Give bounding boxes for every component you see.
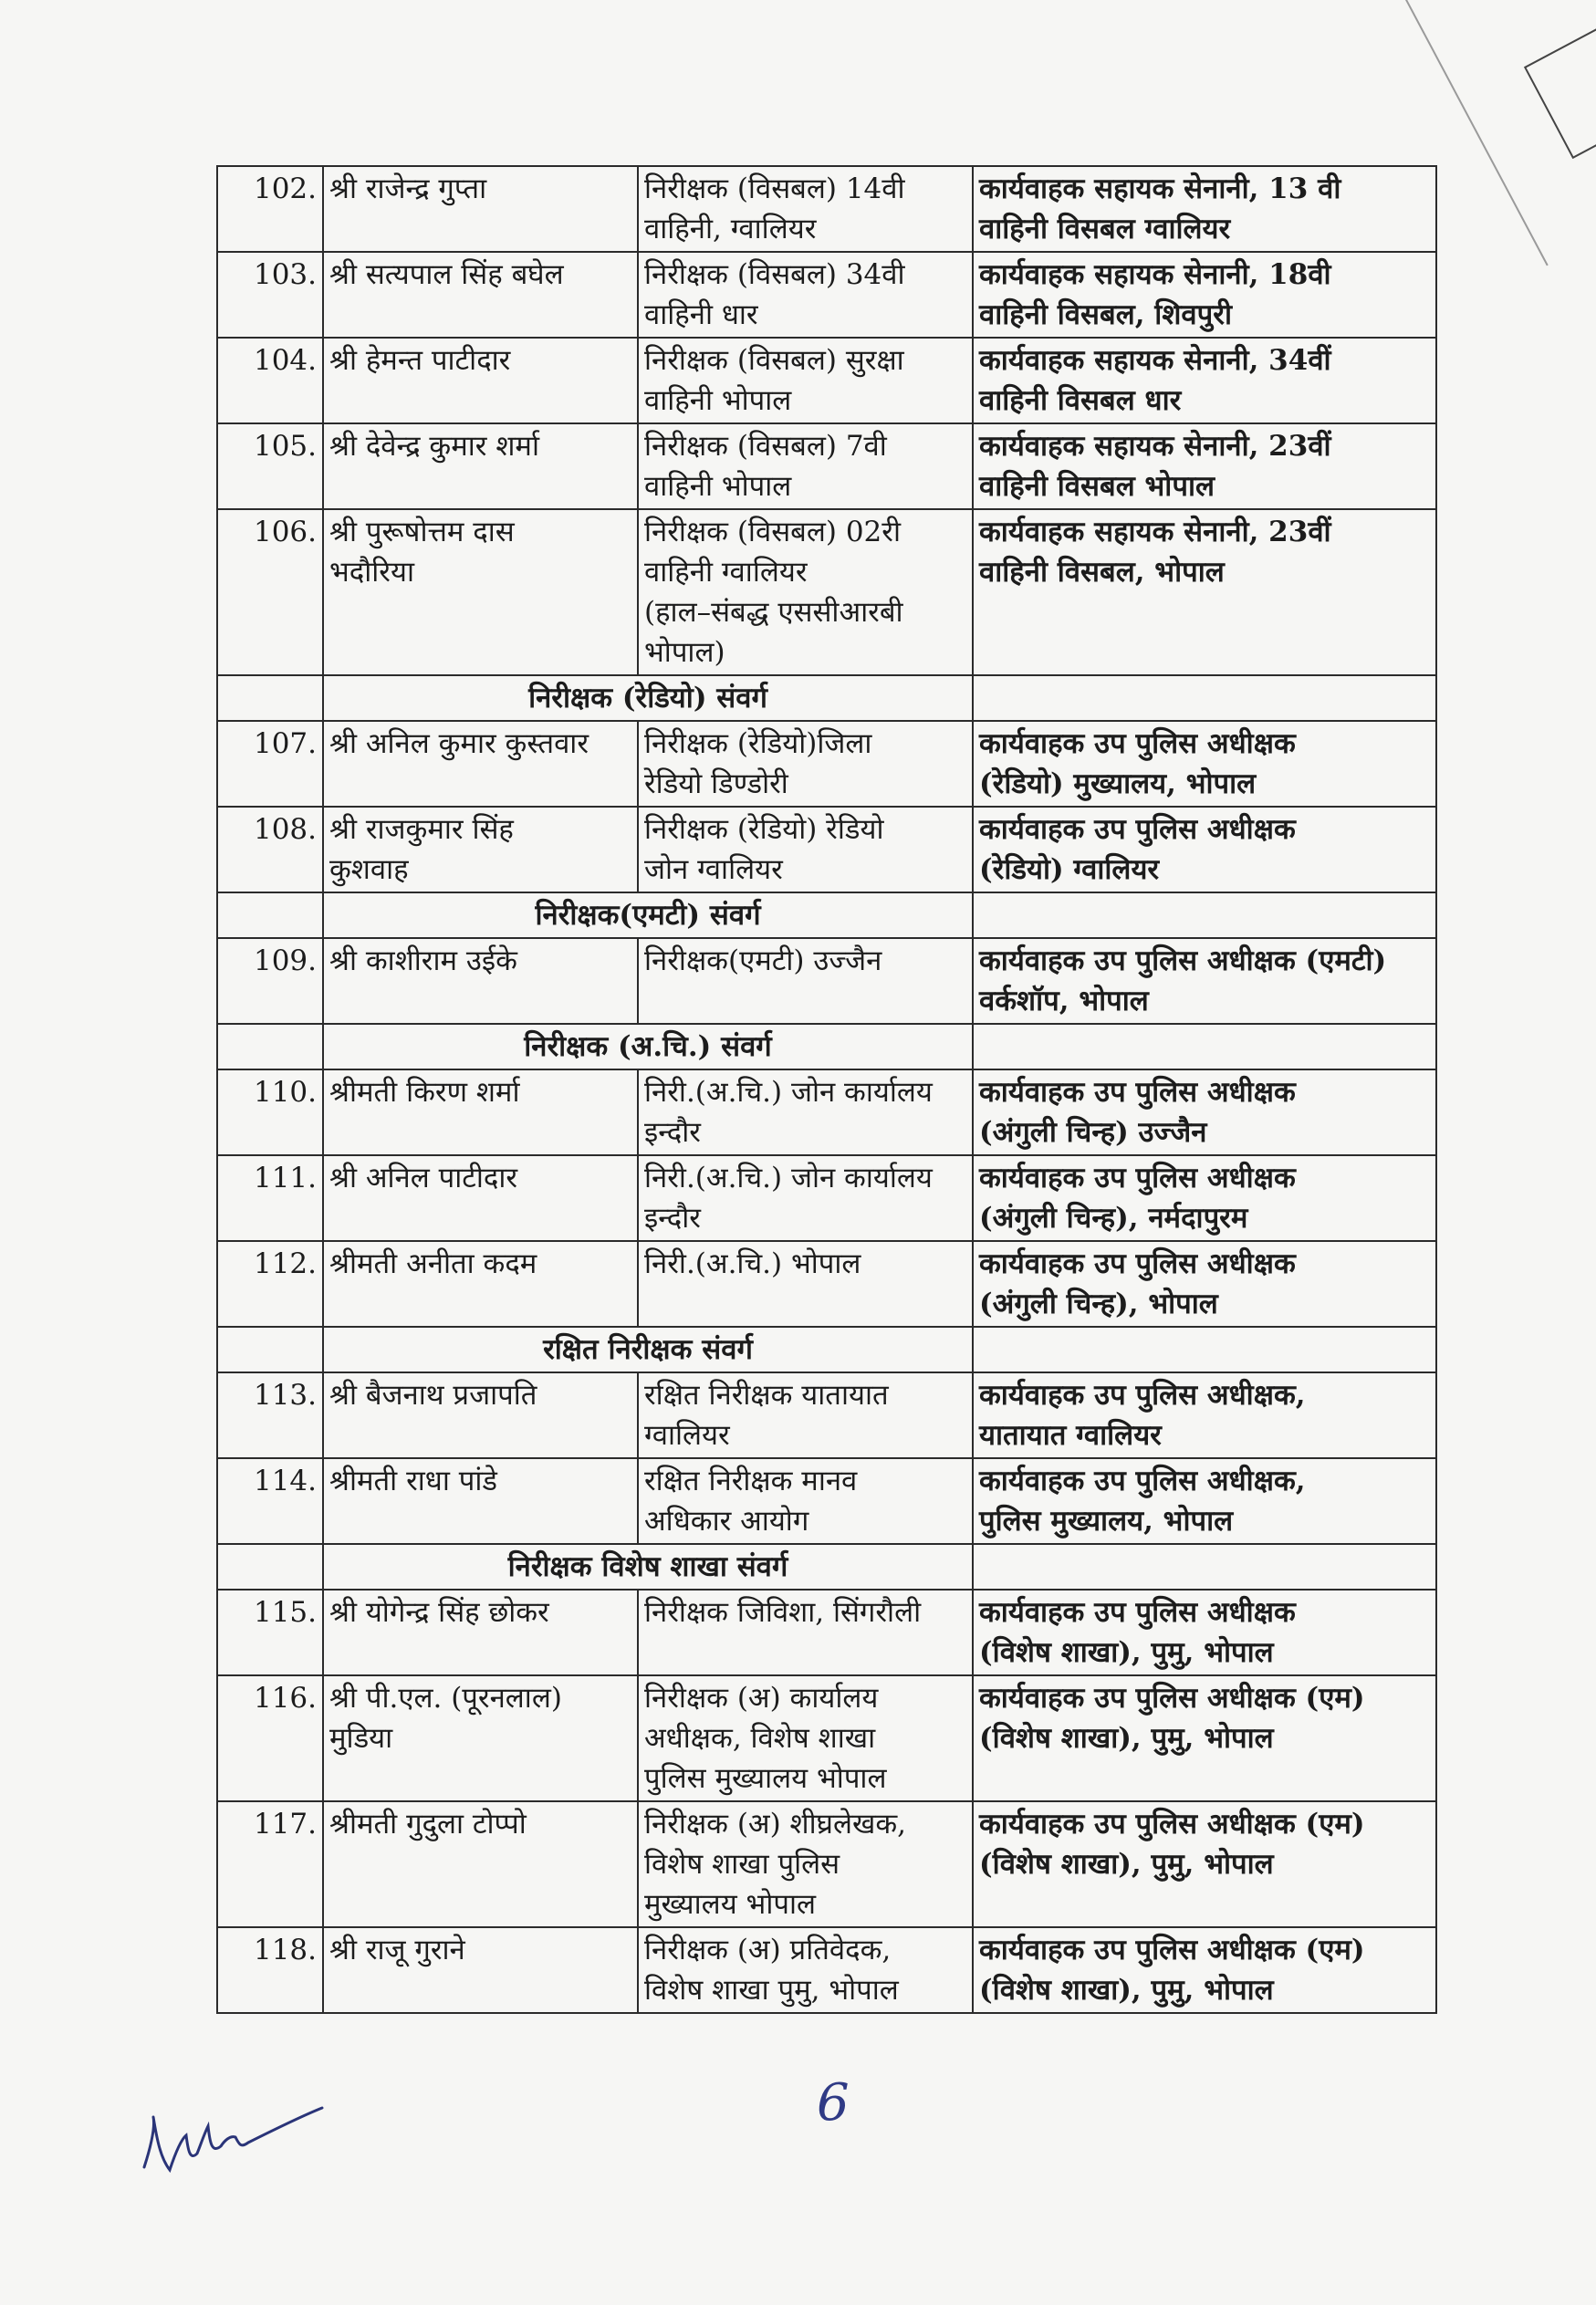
table-row (217, 1069, 1436, 1155)
current-post-cell (638, 721, 973, 807)
new-post-cell (973, 252, 1436, 338)
officer-name-line: भदौरिया (329, 556, 414, 589)
new-post-line: (अंगुली चिन्ह), नर्मदापुरम (979, 1202, 1248, 1235)
new-post-line: वाहिनी विसबल धार (979, 384, 1182, 417)
officer-name-line: कुशवाह (329, 853, 409, 886)
empty-cell (973, 1544, 1436, 1590)
current-post-line: इन्दौर (644, 1116, 701, 1149)
table-row (217, 509, 1436, 675)
current-post-line: निरीक्षक (अ) प्रतिवेदक, (644, 1934, 892, 1966)
empty-cell (973, 892, 1436, 938)
serial-number: 108. (217, 807, 323, 892)
officer-name-line: श्री काशीराम उईके (329, 944, 517, 977)
serial-number: 113. (217, 1372, 323, 1458)
current-post-cell (638, 807, 973, 892)
empty-cell (217, 1327, 323, 1372)
table-row (217, 807, 1436, 892)
current-post-line: विशेष शाखा पुमु, भोपाल (644, 1974, 899, 2007)
officer-name-line: मुडिया (329, 1722, 393, 1755)
officer-name-cell (323, 338, 638, 423)
current-post-cell (638, 166, 973, 252)
serial-number: 104. (217, 338, 323, 423)
new-post-cell (973, 1675, 1436, 1801)
current-post-cell (638, 1241, 973, 1327)
officer-name-line: श्री देवेन्द्र कुमार शर्मा (329, 430, 539, 463)
serial-number: 109. (217, 938, 323, 1024)
current-post-line: रेडियो डिण्डोरी (644, 767, 788, 800)
serial-number: 105. (217, 423, 323, 509)
current-post-cell (638, 423, 973, 509)
current-post-line: जोन ग्वालियर (644, 853, 783, 886)
officer-name-line: श्री पुरूषोत्तम दास (329, 516, 515, 548)
corner-stamp-box (1524, 18, 1596, 159)
section-header-row (217, 892, 1436, 938)
serial-number: 115. (217, 1590, 323, 1675)
section-title: निरीक्षक (अ.चि.) संवर्ग (323, 1024, 973, 1069)
current-post-cell (638, 1801, 973, 1927)
empty-cell (973, 675, 1436, 721)
current-post-line: निरीक्षक (रेडियो) रेडियो (644, 813, 884, 846)
new-post-line: कार्यवाहक उप पुलिस अधीक्षक, (979, 1379, 1306, 1412)
new-post-line: (रेडियो) मुख्यालय, भोपाल (979, 767, 1257, 800)
current-post-line: पुलिस मुख्यालय भोपाल (644, 1762, 887, 1795)
new-post-line: वाहिनी विसबल, भोपाल (979, 556, 1225, 589)
new-post-line: वर्कशॉप, भोपाल (979, 985, 1149, 1017)
officer-name-line: श्री राजेन्द्र गुप्ता (329, 172, 487, 205)
new-post-line: कार्यवाहक सहायक सेनानी, 18वी (979, 258, 1331, 291)
new-post-line: (विशेष शाखा), पुमु, भोपाल (979, 1722, 1274, 1755)
current-post-cell (638, 938, 973, 1024)
new-post-cell (973, 509, 1436, 675)
section-header-row (217, 675, 1436, 721)
officer-name-line: श्रीमती किरण शर्मा (329, 1076, 520, 1109)
current-post-cell (638, 1590, 973, 1675)
new-post-line: कार्यवाहक उप पुलिस अधीक्षक (979, 1162, 1296, 1194)
officer-name-cell (323, 252, 638, 338)
officer-name-cell (323, 721, 638, 807)
serial-number: 111. (217, 1155, 323, 1241)
current-post-cell (638, 338, 973, 423)
officer-name-line: श्री योगेन्द्र सिंह छोकर (329, 1596, 549, 1629)
current-post-line: वाहिनी भोपाल (644, 384, 792, 417)
current-post-line: वाहिनी ग्वालियर (644, 556, 808, 589)
table-row (217, 1458, 1436, 1544)
new-post-line: वाहिनी विसबल भोपाल (979, 470, 1215, 503)
table-row (217, 1590, 1436, 1675)
new-post-line: कार्यवाहक उप पुलिस अधीक्षक (एम) (979, 1808, 1365, 1841)
serial-number: 107. (217, 721, 323, 807)
officer-name-cell (323, 1927, 638, 2013)
officer-name-cell (323, 807, 638, 892)
page-number: 6 (817, 2073, 850, 2133)
empty-cell (217, 675, 323, 721)
serial-number: 103. (217, 252, 323, 338)
empty-cell (217, 1544, 323, 1590)
current-post-line: निरीक्षक (विसबल) 02री (644, 516, 901, 548)
current-post-cell (638, 1927, 973, 2013)
new-post-line: कार्यवाहक उप पुलिस अधीक्षक (979, 813, 1296, 846)
new-post-line: (अंगुली चिन्ह) उज्जैन (979, 1116, 1207, 1149)
new-post-cell (973, 338, 1436, 423)
table-row (217, 1675, 1436, 1801)
new-post-line: (विशेष शाखा), पुमु, भोपाल (979, 1974, 1274, 2007)
officer-name-line: श्री सत्यपाल सिंह बघेल (329, 258, 564, 291)
new-post-line: कार्यवाहक सहायक सेनानी, 13 वी (979, 172, 1341, 205)
current-post-line: वाहिनी धार (644, 298, 758, 331)
empty-cell (973, 1327, 1436, 1372)
current-post-line: रक्षित निरीक्षक यातायात (644, 1379, 889, 1412)
empty-cell (217, 1024, 323, 1069)
current-post-cell (638, 1458, 973, 1544)
new-post-cell (973, 1069, 1436, 1155)
officer-name-line: श्री अनिल कुमार कुस्तवार (329, 727, 589, 760)
officer-name-cell (323, 509, 638, 675)
current-post-line: मुख्यालय भोपाल (644, 1888, 817, 1921)
new-post-cell (973, 1155, 1436, 1241)
serial-number: 114. (217, 1458, 323, 1544)
table-row (217, 1801, 1436, 1927)
serial-number: 112. (217, 1241, 323, 1327)
new-post-cell (973, 166, 1436, 252)
officer-name-cell (323, 1155, 638, 1241)
current-post-cell (638, 1155, 973, 1241)
current-post-line: विशेष शाखा पुलिस (644, 1848, 840, 1881)
new-post-line: (विशेष शाखा), पुमु, भोपाल (979, 1636, 1274, 1669)
serial-number: 102. (217, 166, 323, 252)
table-row (217, 252, 1436, 338)
new-post-cell (973, 1241, 1436, 1327)
officer-name-line: श्री बैजनाथ प्रजापति (329, 1379, 537, 1412)
current-post-line: इन्दौर (644, 1202, 701, 1235)
new-post-line: कार्यवाहक उप पुलिस अधीक्षक (एमटी) (979, 944, 1387, 977)
new-post-line: (विशेष शाखा), पुमु, भोपाल (979, 1848, 1274, 1881)
current-post-line: निरी.(अ.चि.) भोपाल (644, 1247, 861, 1280)
serial-number: 118. (217, 1927, 323, 2013)
serial-number: 117. (217, 1801, 323, 1927)
officer-name-cell (323, 166, 638, 252)
new-post-line: कार्यवाहक उप पुलिस अधीक्षक, (979, 1465, 1306, 1497)
serial-number: 110. (217, 1069, 323, 1155)
new-post-cell (973, 423, 1436, 509)
section-title: निरीक्षक विशेष शाखा संवर्ग (323, 1544, 973, 1590)
current-post-cell (638, 1372, 973, 1458)
new-post-line: कार्यवाहक सहायक सेनानी, 23वीं (979, 516, 1331, 548)
officer-name-cell (323, 1675, 638, 1801)
new-post-cell (973, 1458, 1436, 1544)
section-header-row (217, 1544, 1436, 1590)
table-row (217, 338, 1436, 423)
current-post-line: वाहिनी, ग्वालियर (644, 213, 817, 245)
current-post-cell (638, 252, 973, 338)
new-post-line: यातायात ग्वालियर (979, 1419, 1162, 1452)
table-row (217, 1155, 1436, 1241)
new-post-cell (973, 1801, 1436, 1927)
section-title: निरीक्षक(एमटी) संवर्ग (323, 892, 973, 938)
current-post-line: भोपाल) (644, 636, 725, 669)
section-header-row (217, 1024, 1436, 1069)
new-post-line: पुलिस मुख्यालय, भोपाल (979, 1505, 1234, 1538)
table-row (217, 721, 1436, 807)
table-body (217, 166, 1436, 2013)
current-post-line: निरीक्षक (विसबल) 14वी (644, 172, 905, 205)
officer-name-line: श्रीमती गुदुला टोप्पो (329, 1808, 527, 1841)
current-post-line: रक्षित निरीक्षक मानव (644, 1465, 858, 1497)
officer-name-line: श्री राजू गुराने (329, 1934, 465, 1966)
new-post-line: कार्यवाहक उप पुलिस अधीक्षक (979, 1247, 1296, 1280)
new-post-line: कार्यवाहक उप पुलिस अधीक्षक (979, 1596, 1296, 1629)
current-post-cell (638, 1675, 973, 1801)
officer-name-line: श्रीमती राधा पांडे (329, 1465, 497, 1497)
new-post-cell (973, 1927, 1436, 2013)
table-row (217, 938, 1436, 1024)
new-post-line: कार्यवाहक उप पुलिस अधीक्षक (एम) (979, 1934, 1365, 1966)
officer-name-cell (323, 1372, 638, 1458)
new-post-line: वाहिनी विसबल ग्वालियर (979, 213, 1231, 245)
new-post-cell (973, 807, 1436, 892)
current-post-line: वाहिनी भोपाल (644, 470, 792, 503)
current-post-line: निरी.(अ.चि.) जोन कार्यालय (644, 1162, 933, 1194)
empty-cell (217, 892, 323, 938)
current-post-cell (638, 509, 973, 675)
new-post-line: कार्यवाहक सहायक सेनानी, 34वीं (979, 344, 1331, 377)
current-post-line: निरीक्षक जिविशा, सिंगरौली (644, 1596, 922, 1629)
current-post-cell (638, 1069, 973, 1155)
officer-name-line: श्रीमती अनीता कदम (329, 1247, 537, 1280)
officer-name-cell (323, 1801, 638, 1927)
table-row (217, 1241, 1436, 1327)
officer-name-cell (323, 938, 638, 1024)
officer-name-line: श्री अनिल पाटीदार (329, 1162, 518, 1194)
officer-name-cell (323, 1458, 638, 1544)
current-post-line: अधिकार आयोग (644, 1505, 809, 1538)
current-post-line: निरीक्षक (अ) शीघ्रलेखक, (644, 1808, 907, 1841)
new-post-line: कार्यवाहक उप पुलिस अधीक्षक (979, 1076, 1296, 1109)
serial-number: 106. (217, 509, 323, 675)
section-header-row (217, 1327, 1436, 1372)
table-row (217, 166, 1436, 252)
section-title: निरीक्षक (रेडियो) संवर्ग (323, 675, 973, 721)
table-row (217, 423, 1436, 509)
new-post-line: (रेडियो) ग्वालियर (979, 853, 1160, 886)
transfer-table (216, 165, 1437, 2014)
officer-name-line: श्री हेमन्त पाटीदार (329, 344, 511, 377)
officer-name-cell (323, 1241, 638, 1327)
officer-name-cell (323, 1590, 638, 1675)
table-row (217, 1927, 1436, 2013)
current-post-line: निरी.(अ.चि.) जोन कार्यालय (644, 1076, 933, 1109)
new-post-line: (अंगुली चिन्ह), भोपाल (979, 1288, 1218, 1320)
current-post-line: निरीक्षक (रेडियो)जिला (644, 727, 872, 760)
current-post-line: निरीक्षक (अ) कार्यालय (644, 1682, 879, 1715)
new-post-cell (973, 1590, 1436, 1675)
new-post-line: वाहिनी विसबल, शिवपुरी (979, 298, 1232, 331)
officer-name-line: श्री राजकुमार सिंह (329, 813, 514, 846)
current-post-line: निरीक्षक(एमटी) उज्जैन (644, 944, 882, 977)
empty-cell (973, 1024, 1436, 1069)
section-title: रक्षित निरीक्षक संवर्ग (323, 1327, 973, 1372)
current-post-line: अधीक्षक, विशेष शाखा (644, 1722, 876, 1755)
officer-name-cell (323, 1069, 638, 1155)
serial-number: 116. (217, 1675, 323, 1801)
new-post-line: कार्यवाहक सहायक सेनानी, 23वीं (979, 430, 1331, 463)
current-post-line: निरीक्षक (विसबल) 34वी (644, 258, 905, 291)
current-post-line: निरीक्षक (विसबल) 7वी (644, 430, 887, 463)
current-post-line: निरीक्षक (विसबल) सुरक्षा (644, 344, 904, 377)
table-row (217, 1372, 1436, 1458)
new-post-line: कार्यवाहक उप पुलिस अधीक्षक (979, 727, 1296, 760)
handwritten-signature (135, 2090, 336, 2190)
officer-name-line: श्री पी.एल. (पूरनलाल) (329, 1682, 562, 1715)
new-post-cell (973, 721, 1436, 807)
current-post-line: (हाल–संबद्ध एससीआरबी (644, 596, 903, 629)
officer-name-cell (323, 423, 638, 509)
new-post-cell (973, 1372, 1436, 1458)
new-post-cell (973, 938, 1436, 1024)
current-post-line: ग्वालियर (644, 1419, 730, 1452)
new-post-line: कार्यवाहक उप पुलिस अधीक्षक (एम) (979, 1682, 1365, 1715)
